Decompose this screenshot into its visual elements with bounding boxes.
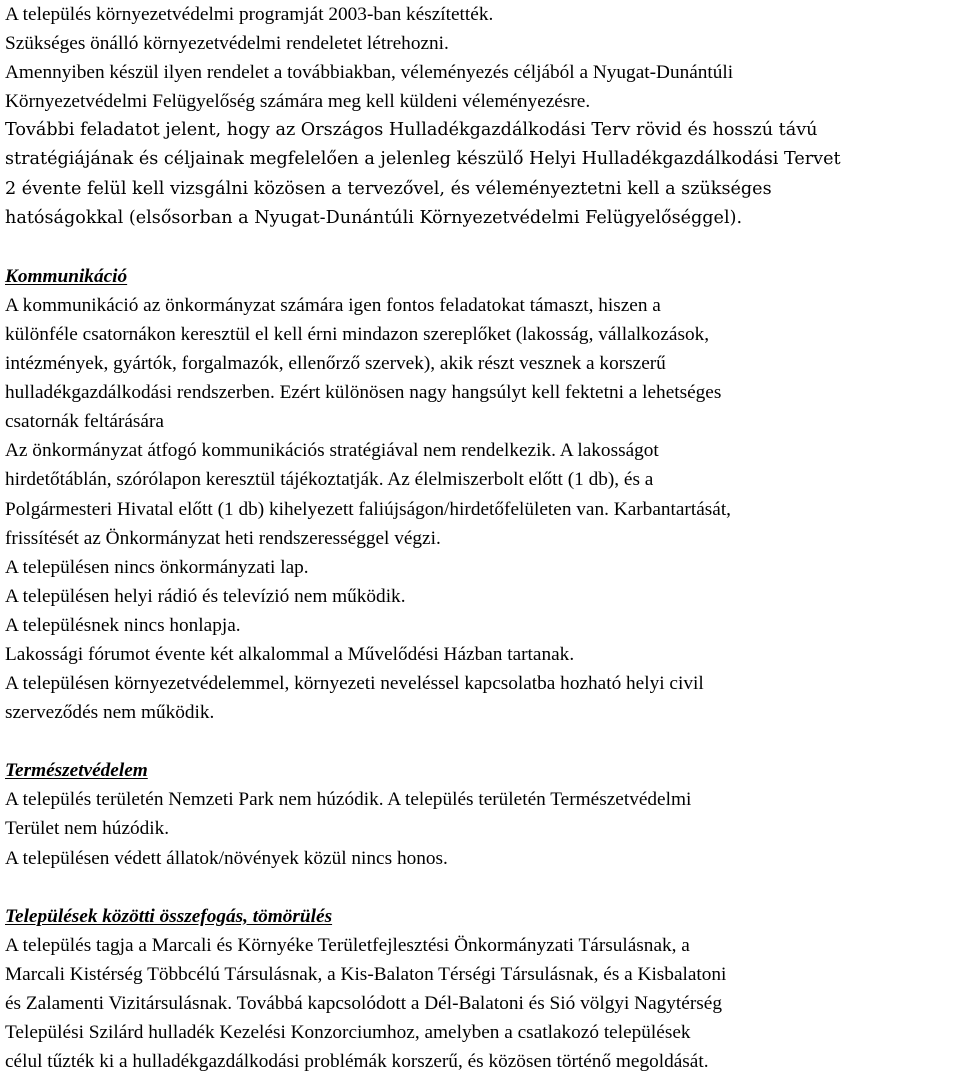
paragraph-line: célul tűzték ki a hulladékgazdálkodási problémák korszerű, és közösen történő megoldását.	[5, 1051, 709, 1073]
paragraph-line: A településen helyi rádió és televízió nem működik.	[5, 585, 406, 607]
paragraph-line: intézmények, gyártók, forgalmazók, ellenőrző szervek), akik részt vesznek a korszerű	[5, 353, 666, 375]
section-spacer	[5, 233, 957, 262]
intro-line: Környezetvédelmi Felügyelőség számára meg kell küldeni véleményezésre.	[5, 91, 591, 113]
paragraph-line: Az önkormányzat átfogó kommunikációs stratégiával nem rendelkezik. A lakosságot	[5, 440, 659, 462]
intro-line: A település környezetvédelmi programját 2003-ban készítették.	[5, 4, 494, 25]
section-heading: Kommunikáció	[5, 265, 128, 287]
section-spacer	[5, 727, 957, 756]
paragraph-line: A kommunikáció az önkormányzat számára igen fontos feladatokat támaszt, hiszen a	[5, 294, 661, 316]
osszefogas-section	[5, 902, 957, 1076]
paragraph-line: Polgármesteri Hivatal előtt (1 db) kihelyezett faliújságon/hirdetőfelületen van. Karbantartását,	[5, 498, 732, 520]
paragraph-line: hulladékgazdálkodási rendszerben. Ezért különösen nagy hangsúlyt kell fektetni a lehetséges	[5, 382, 722, 404]
intro-section	[5, 0, 957, 233]
paragraph-line: frissítését az Önkormányzat heti rendszerességgel végzi.	[5, 527, 441, 549]
paragraph-line: hirdetőtáblán, szórólapon keresztül tájékoztatják. Az élelmiszerbolt előtt (1 db), és a	[5, 469, 654, 491]
intro-line: Amennyiben készül ilyen rendelet a továbbiakban, véleményezés céljából a Nyugat-Dunántúli	[5, 62, 734, 84]
intro-line: stratégiájának és céljainak megfelelően a jelenleg készülő Helyi Hulladékgazdálkodási Tervet	[5, 149, 841, 170]
paragraph-line: Lakossági fórumot évente két alkalommal a Művelődési Házban tartanak.	[5, 643, 575, 665]
document-page	[5, 0, 957, 1076]
paragraph-line: A településen nincs önkormányzati lap.	[5, 556, 309, 578]
section-heading: Természetvédelem	[5, 760, 148, 782]
intro-line: hatóságokkal (elsősorban a Nyugat-Dunántúli Környezetvédelmi Felügyelőséggel).	[5, 207, 743, 228]
paragraph-line: A településnek nincs honlapja.	[5, 614, 241, 636]
section-spacer	[5, 873, 957, 902]
paragraph-line: és Zalamenti Vizitársulásnak. Továbbá kapcsolódott a Dél-Balatoni és Sió völgyi Nagytérség	[5, 992, 722, 1014]
intro-line: 2 évente felül kell vizsgálni közösen a tervezővel, és véleményeztetni kell a szükséges	[5, 178, 772, 199]
paragraph-line: szerveződés nem működik.	[5, 702, 215, 724]
paragraph-line: Települési Szilárd hulladék Kezelési Konzorciumhoz, amelyben a csatlakozó települések	[5, 1022, 691, 1043]
intro-line: További feladatot jelent, hogy az Országos Hulladékgazdálkodási Terv rövid és hosszú távú	[5, 120, 818, 141]
paragraph-line: A település területén Nemzeti Park nem húzódik. A település területén Természetvédelmi	[5, 789, 692, 811]
section-heading: Települések közötti összefogás, tömörülés	[5, 905, 333, 927]
paragraph-line: Marcali Kistérség Többcélú Társulásnak, a Kis-Balaton Térségi Társulásnak, és a Kisbalatoni	[5, 963, 727, 985]
intro-line: Szükséges önálló környezetvédelmi rendeletet létrehozni.	[5, 33, 449, 55]
paragraph-line: A település tagja a Marcali és Környéke Területfejlesztési Önkormányzati Társulásnak, a	[5, 934, 690, 956]
paragraph-line: A településen környezetvédelemmel, környezeti neveléssel kapcsolatba hozható helyi civil	[5, 673, 704, 695]
paragraph-line: csatornák feltárására	[5, 411, 164, 433]
paragraph-line: különféle csatornákon keresztül el kell érni mindazon szereplőket (lakosság, vállalkozások,	[5, 323, 710, 345]
kommunikacio-section	[5, 262, 957, 728]
paragraph-line: Terület nem húzódik.	[5, 818, 170, 840]
paragraph-line: A településen védett állatok/növények közül nincs honos.	[5, 847, 448, 869]
termeszetvedelem-section	[5, 756, 957, 872]
